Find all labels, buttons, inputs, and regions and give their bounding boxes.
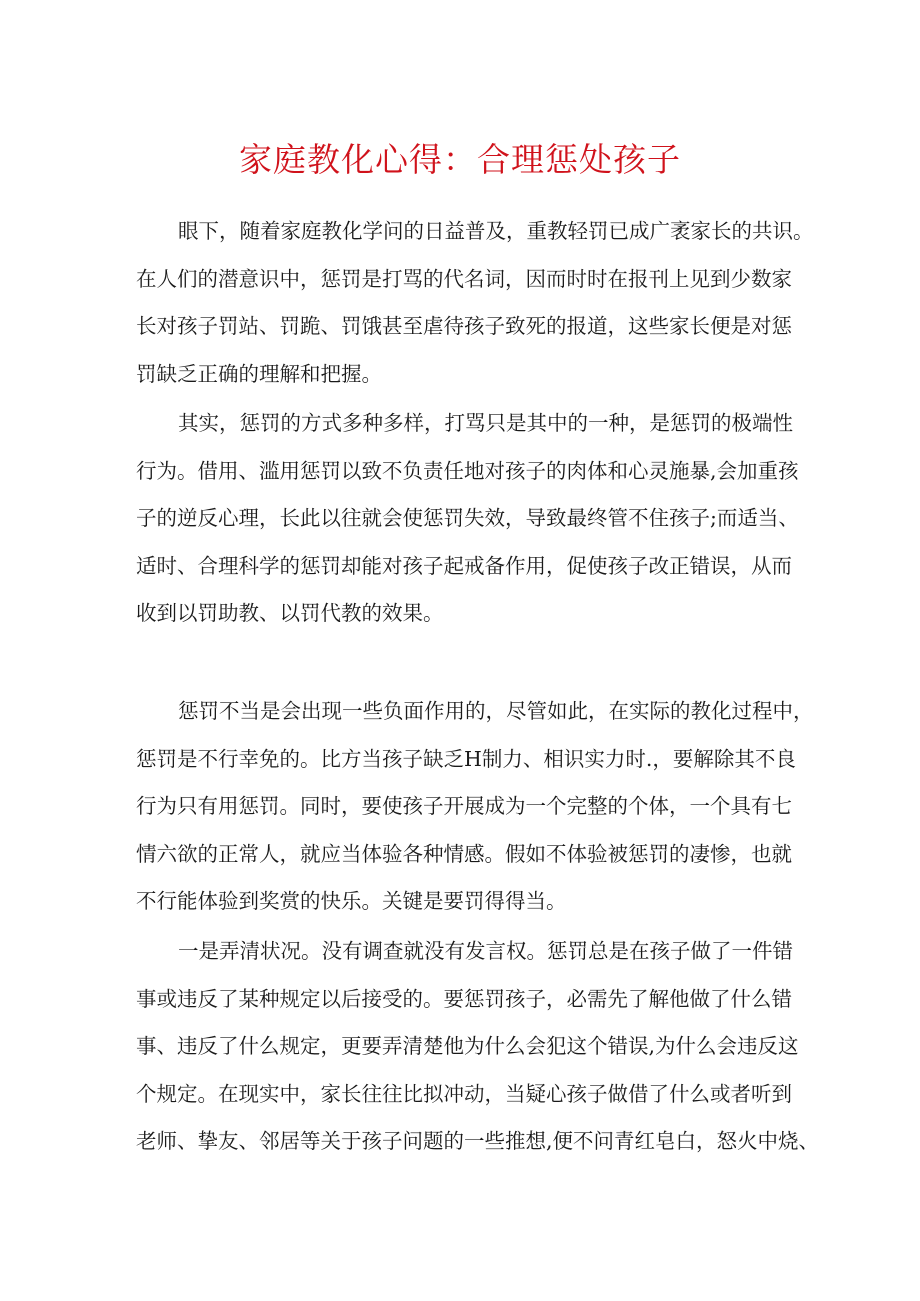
paragraph-line: 一是弄清状况。没有调查就没有发言权。惩罚总是在孩子做了一件错 — [178, 939, 793, 963]
paragraph-line: 罚缺乏正确的理解和把握。 — [136, 361, 382, 386]
paragraph-line: 惩罚不当是会出现一些负面作用的，尽管如此，在实际的教化过程中， — [178, 699, 814, 723]
paragraph-line: 惩罚是不行幸免的。比方当孩子缺乏H制力、相识实力时.，要解除其不良 — [136, 746, 796, 771]
paragraph-line: 长对孩子罚站、罚跪、罚饿甚至虐待孩子致死的报道，这些家长便是对惩 — [136, 314, 792, 338]
paragraph-line: 子的逆反心理，长此以往就会使惩罚失效，导致最终管不住孩子;而适当、 — [136, 506, 799, 530]
paragraph-line: 老师、挚友、邻居等关于孩子问题的一些推想,便不问青红皂白，怒火中烧、 — [136, 1129, 820, 1153]
paragraph-line: 个规定。在现实中，家长往往比拟冲动，当疑心孩子做借了什么或者听到 — [136, 1081, 792, 1106]
paragraph-line: 情六欲的正常人，就应当体验各种情感。假如不体验被惩罚的凄惨，也就 — [136, 841, 792, 866]
paragraph-line: 事、违反了什么规定，更要弄清楚他为什么会犯这个错误,为什么会违反这 — [136, 1034, 799, 1058]
paragraph-line: 行为只有用惩罚。同时，要使孩子开展成为一个完整的个体，一个具有七 — [136, 794, 792, 818]
paragraph-3 — [136, 688, 814, 926]
paragraph-line: 在人们的潜意识中，惩罚是打骂的代名词，因而时时在报刊上见到少数家 — [136, 266, 792, 291]
paragraph-4 — [136, 928, 820, 1166]
paragraph-line: 其实，惩罚的方式多种多样，打骂只是其中的一种，是惩罚的极端性 — [178, 411, 793, 435]
paragraph-line: 行为。借用、滥用惩罚以致不负责任地对孩子的肉体和心灵施暴,会加重孩 — [136, 458, 799, 483]
paragraph-line: 收到以罚助教、以罚代教的效果。 — [136, 601, 444, 625]
paragraph-line: 眼下，随着家庭教化学问的日益普及，重教轻罚已成广袤家长的共识。 — [178, 219, 814, 243]
paragraph-line: 不行能体验到奖赏的快乐。关键是要罚得得当。 — [136, 889, 567, 913]
paragraph-1 — [136, 208, 814, 398]
paragraph-line: 适时、合理科学的惩罚却能对孩子起戒备作用，促使孩子改正错误，从而 — [136, 553, 792, 578]
paragraph-line: 事或违反了某种规定以后接受的。要惩罚孩子，必需先了解他做了什么错 — [136, 986, 792, 1011]
document-title: 家庭教化心得：合理惩处孩子 — [239, 140, 681, 179]
paragraph-2 — [136, 400, 799, 638]
